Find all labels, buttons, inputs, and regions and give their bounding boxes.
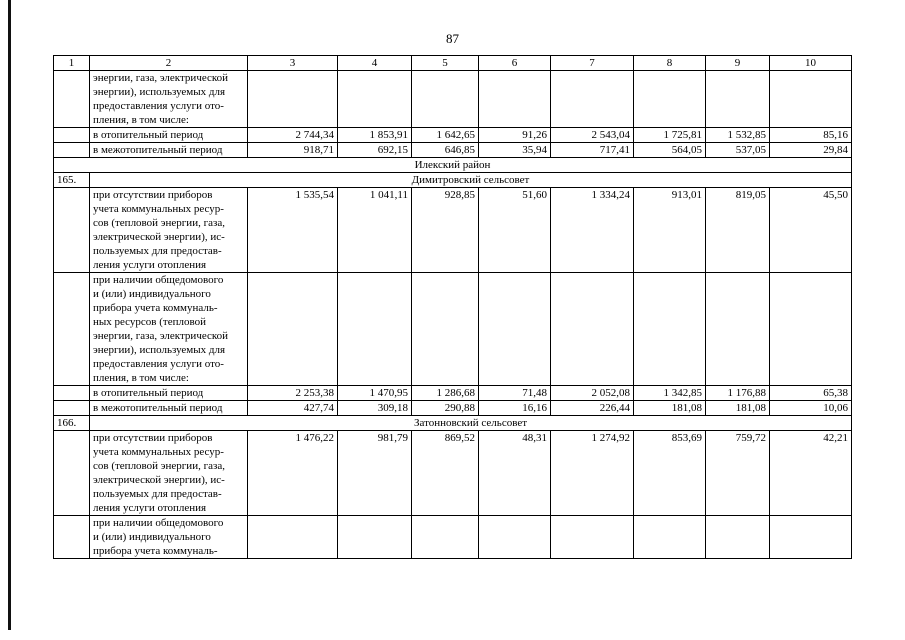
value-cell-col-9: 759,72 (706, 431, 770, 516)
value-cell-col-4: 692,15 (338, 143, 412, 158)
row-label: при отсутствии приборов учета коммунальных ресур- сов (тепловой энергии, газа, электрической энергии), ис- пользуемых для предостав- ления услуги отопления (90, 188, 248, 273)
value-cell-col-6: 91,26 (479, 128, 551, 143)
value-cell-col-6: 71,48 (479, 386, 551, 401)
value-cell-col-5 (412, 71, 479, 128)
value-cell-col-7: 717,41 (551, 143, 634, 158)
council-title: Затонновский сельсовет (90, 416, 852, 431)
row-number (54, 516, 90, 559)
row-number (54, 128, 90, 143)
value-cell-col-4 (338, 516, 412, 559)
row-label: в межотопительный период (90, 143, 248, 158)
value-cell-col-7 (551, 273, 634, 386)
value-cell-col-4: 1 041,11 (338, 188, 412, 273)
value-cell-col-6: 51,60 (479, 188, 551, 273)
value-cell-col-8: 564,05 (634, 143, 706, 158)
tariff-table (53, 55, 852, 559)
value-cell-col-5: 928,85 (412, 188, 479, 273)
table-row (54, 386, 852, 401)
value-cell-col-8 (634, 71, 706, 128)
value-cell-col-4: 1 853,91 (338, 128, 412, 143)
page-number: 87 (446, 31, 459, 46)
page-margin-line (8, 0, 11, 630)
row-number (54, 71, 90, 128)
row-number: 166. (54, 416, 90, 431)
council-heading-row (54, 173, 852, 188)
row-number (54, 273, 90, 386)
value-cell-col-4 (338, 273, 412, 386)
value-cell-col-3 (248, 71, 338, 128)
value-cell-col-8 (634, 516, 706, 559)
district-title: Илекский район (54, 158, 852, 173)
value-cell-col-10: 29,84 (770, 143, 852, 158)
value-cell-col-6 (479, 273, 551, 386)
value-cell-col-3: 2 744,34 (248, 128, 338, 143)
value-cell-col-3: 427,74 (248, 401, 338, 416)
column-header-5: 5 (412, 56, 479, 71)
column-header-row (54, 56, 852, 71)
value-cell-col-7 (551, 71, 634, 128)
value-cell-col-10 (770, 516, 852, 559)
row-label: в отопительный период (90, 386, 248, 401)
row-number (54, 188, 90, 273)
value-cell-col-9: 537,05 (706, 143, 770, 158)
row-label: при наличии общедомового и (или) индивидуального прибора учета коммуналь- (90, 516, 248, 559)
row-number: 165. (54, 173, 90, 188)
column-header-6: 6 (479, 56, 551, 71)
row-number (54, 143, 90, 158)
value-cell-col-10: 42,21 (770, 431, 852, 516)
value-cell-col-3: 1 476,22 (248, 431, 338, 516)
column-header-8: 8 (634, 56, 706, 71)
row-number (54, 386, 90, 401)
value-cell-col-10 (770, 273, 852, 386)
column-header-2: 2 (90, 56, 248, 71)
value-cell-col-5 (412, 273, 479, 386)
table-row (54, 273, 852, 386)
value-cell-col-3: 918,71 (248, 143, 338, 158)
value-cell-col-7: 226,44 (551, 401, 634, 416)
value-cell-col-4: 981,79 (338, 431, 412, 516)
value-cell-col-8: 181,08 (634, 401, 706, 416)
value-cell-col-5: 1 286,68 (412, 386, 479, 401)
value-cell-col-3: 1 535,54 (248, 188, 338, 273)
row-label: в отопительный период (90, 128, 248, 143)
value-cell-col-9 (706, 516, 770, 559)
table-row (54, 143, 852, 158)
column-header-4: 4 (338, 56, 412, 71)
row-number (54, 401, 90, 416)
value-cell-col-6 (479, 71, 551, 128)
row-label: энергии, газа, электрической энергии), используемых для предоставления услуги ото- пления, в том числе: (90, 71, 248, 128)
value-cell-col-7: 1 334,24 (551, 188, 634, 273)
row-label: при наличии общедомового и (или) индивидуального прибора учета коммуналь- ных ресурсов (тепловой энергии, газа, электрической энергии), используемых для предоставления услуги ото- пления, в том числе: (90, 273, 248, 386)
table-row (54, 401, 852, 416)
council-title: Димитровский сельсовет (90, 173, 852, 188)
value-cell-col-10: 65,38 (770, 386, 852, 401)
value-cell-col-8 (634, 273, 706, 386)
value-cell-col-9: 819,05 (706, 188, 770, 273)
value-cell-col-9: 1 532,85 (706, 128, 770, 143)
value-cell-col-4 (338, 71, 412, 128)
column-header-9: 9 (706, 56, 770, 71)
value-cell-col-3 (248, 516, 338, 559)
district-heading-row (54, 158, 852, 173)
value-cell-col-3: 2 253,38 (248, 386, 338, 401)
value-cell-col-7 (551, 516, 634, 559)
value-cell-col-3 (248, 273, 338, 386)
value-cell-col-6: 48,31 (479, 431, 551, 516)
value-cell-col-9: 181,08 (706, 401, 770, 416)
value-cell-col-4: 1 470,95 (338, 386, 412, 401)
value-cell-col-10: 45,50 (770, 188, 852, 273)
value-cell-col-5: 646,85 (412, 143, 479, 158)
value-cell-col-7: 1 274,92 (551, 431, 634, 516)
value-cell-col-6 (479, 516, 551, 559)
council-heading-row (54, 416, 852, 431)
table-row (54, 128, 852, 143)
table-row (54, 431, 852, 516)
table-row (54, 71, 852, 128)
value-cell-col-8: 1 725,81 (634, 128, 706, 143)
value-cell-col-5: 1 642,65 (412, 128, 479, 143)
value-cell-col-5: 290,88 (412, 401, 479, 416)
value-cell-col-6: 35,94 (479, 143, 551, 158)
column-header-1: 1 (54, 56, 90, 71)
column-header-7: 7 (551, 56, 634, 71)
value-cell-col-9 (706, 71, 770, 128)
value-cell-col-5 (412, 516, 479, 559)
value-cell-col-10 (770, 71, 852, 128)
value-cell-col-4: 309,18 (338, 401, 412, 416)
row-label: при отсутствии приборов учета коммунальных ресур- сов (тепловой энергии, газа, электрической энергии), ис- пользуемых для предостав- ления услуги отопления (90, 431, 248, 516)
value-cell-col-10: 10,06 (770, 401, 852, 416)
value-cell-col-9 (706, 273, 770, 386)
value-cell-col-10: 85,16 (770, 128, 852, 143)
column-header-3: 3 (248, 56, 338, 71)
table-row (54, 188, 852, 273)
value-cell-col-5: 869,52 (412, 431, 479, 516)
value-cell-col-6: 16,16 (479, 401, 551, 416)
value-cell-col-8: 1 342,85 (634, 386, 706, 401)
table-row (54, 516, 852, 559)
value-cell-col-8: 913,01 (634, 188, 706, 273)
row-label: в межотопительный период (90, 401, 248, 416)
row-number (54, 431, 90, 516)
value-cell-col-7: 2 052,08 (551, 386, 634, 401)
value-cell-col-7: 2 543,04 (551, 128, 634, 143)
value-cell-col-9: 1 176,88 (706, 386, 770, 401)
column-header-10: 10 (770, 56, 852, 71)
value-cell-col-8: 853,69 (634, 431, 706, 516)
